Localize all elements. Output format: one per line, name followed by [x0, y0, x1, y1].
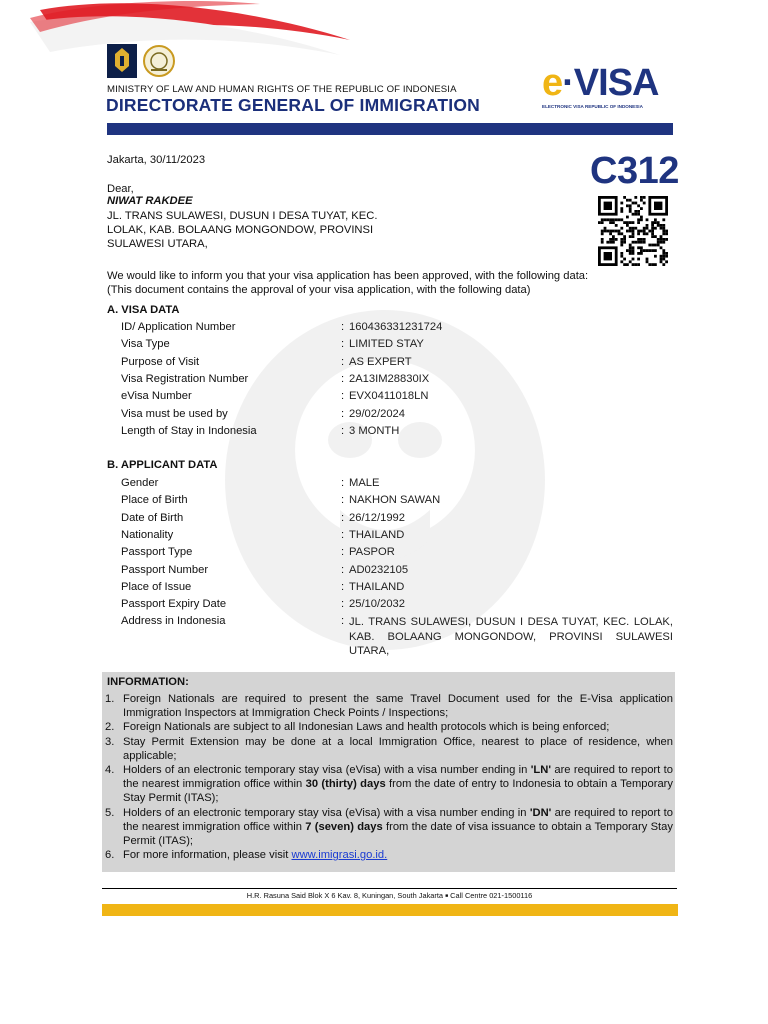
- item-number: 2.: [105, 721, 115, 734]
- field-value: AS EXPERT: [349, 355, 412, 368]
- footer-bar: [102, 904, 678, 916]
- field-colon: :: [341, 511, 345, 524]
- field-label: Place of Birth: [121, 494, 188, 507]
- field-value: THAILAND: [349, 580, 405, 593]
- field-label: Gender: [121, 477, 159, 489]
- evisa-logo-e: e: [542, 62, 563, 104]
- data-row: [121, 338, 676, 355]
- field-value: AD0232105: [349, 563, 409, 576]
- field-label: Passport Expiry Date: [121, 598, 227, 611]
- information-item: [105, 735, 673, 763]
- field-value: EVX0411018LN: [349, 390, 429, 403]
- field-colon: :: [341, 494, 345, 507]
- field-label: Visa Type: [121, 338, 170, 351]
- data-row: [121, 477, 676, 494]
- field-label: Address in Indonesia: [121, 615, 226, 628]
- recipient-name: NIWAT RAKDEE: [107, 195, 193, 207]
- information-item: [105, 806, 673, 849]
- field-value: 25/10/2032: [349, 598, 405, 611]
- footer-contact: [102, 891, 677, 900]
- field-value: 26/12/1992: [349, 511, 405, 524]
- intro-text: [107, 269, 588, 297]
- footer-separator: ■: [445, 893, 449, 900]
- field-value: 2A13IM28830IX: [349, 372, 430, 385]
- item-text: from the date of entry to Indonesia to obtain a Temporary Stay Permit (ITAS);: [123, 778, 673, 805]
- header-bar: [107, 123, 673, 135]
- field-colon: :: [341, 477, 345, 489]
- field-label: Date of Birth: [121, 511, 184, 524]
- ministry-name: MINISTRY OF LAW AND HUMAN RIGHTS OF THE REPUBLIC OF INDONESIA: [107, 84, 457, 95]
- data-row: [121, 546, 676, 563]
- item-number: 5.: [105, 806, 115, 819]
- field-label: Length of Stay in Indonesia: [121, 424, 257, 437]
- field-colon: :: [341, 390, 345, 403]
- field-value: MALE: [349, 477, 380, 489]
- visa-code-dn: 'DN': [529, 806, 552, 819]
- data-row: [121, 408, 676, 425]
- field-colon: :: [341, 615, 345, 628]
- directorate-title: DIRECTORATE GENERAL OF IMMIGRATION: [106, 95, 480, 115]
- visa-data-title: A. VISA DATA: [107, 304, 180, 316]
- item-number: 3.: [105, 735, 115, 748]
- information-item: [105, 763, 673, 806]
- field-colon: :: [341, 563, 345, 576]
- item-text: from the date of visa issuance to obtain a Temporary Stay Permit (ITAS);: [123, 820, 673, 848]
- field-value: THAILAND: [349, 528, 405, 541]
- ministry-logo: [107, 44, 137, 78]
- item-number: 1.: [105, 693, 115, 705]
- field-label: Passport Number: [121, 563, 209, 576]
- recipient-address-line: LOLAK, KAB. BOLAANG MONGONDOW, PROVINSI: [107, 224, 374, 236]
- data-row: [121, 321, 676, 338]
- field-label: Visa Registration Number: [121, 372, 249, 385]
- item-text: are required to report to the nearest immigration office within: [123, 806, 673, 833]
- data-row: [121, 581, 676, 598]
- field-label: Purpose of Visit: [121, 355, 200, 368]
- item-text: are required to report to the nearest immigration office within: [123, 764, 673, 791]
- information-item: [105, 692, 673, 720]
- item-text: Foreign Nationals are subject to all Indonesian Laws and health protocols which is being enforced;: [123, 721, 610, 734]
- evisa-logo: [538, 62, 678, 114]
- field-colon: :: [341, 407, 345, 420]
- recipient-address-line: JL. TRANS SULAWESI, DUSUN I DESA TUYAT, KEC.: [107, 210, 378, 222]
- item-text: Foreign Nationals are required to present the same Travel Document used for the E-Visa application Immigration Inspectors at Immigration Check Points / Inspections;: [123, 693, 673, 720]
- letter-date: Jakarta, 30/11/2023: [107, 154, 206, 166]
- qr-code-icon: [598, 196, 668, 266]
- field-label: Passport Type: [121, 546, 193, 559]
- item-number: 4.: [105, 764, 115, 777]
- field-colon: :: [341, 580, 345, 593]
- field-label: Visa must be used by: [121, 407, 228, 420]
- item-number: 6.: [105, 849, 115, 862]
- data-row: [121, 425, 676, 442]
- item-text: Holders of an electronic temporary stay visa (eVisa) with a visa number ending in: [123, 806, 530, 819]
- field-colon: :: [341, 546, 345, 559]
- footer-divider: [102, 888, 677, 889]
- data-row: [121, 598, 676, 615]
- data-row: [121, 373, 676, 390]
- field-value: JL. TRANS SULAWESI, DUSUN I DESA TUYAT, KEC. LOLAK, KAB. BOLAANG MONGONDOW, PROVINSI SULAWESI UTARA,: [349, 616, 673, 658]
- letter-code: C312: [590, 150, 679, 192]
- field-value: 29/02/2024: [349, 407, 405, 420]
- recipient-address-line: SULAWESI UTARA,: [107, 238, 208, 250]
- salutation: Dear,: [107, 183, 134, 195]
- information-list: [105, 692, 673, 862]
- data-row: [121, 512, 676, 529]
- information-item: [105, 848, 673, 862]
- field-label: ID/ Application Number: [121, 321, 236, 333]
- data-row: [121, 564, 676, 581]
- item-text: Stay Permit Extension may be done at a local Immigration Office, nearest to place of residence, when applicable;: [123, 735, 673, 762]
- applicant-data-title: B. APPLICANT DATA: [107, 459, 218, 471]
- data-row: [121, 356, 676, 373]
- field-colon: :: [341, 355, 345, 368]
- field-value: LIMITED STAY: [349, 338, 424, 351]
- item-text: For more information, please visit: [123, 849, 292, 862]
- data-row: [121, 390, 676, 407]
- field-label: Nationality: [121, 528, 174, 541]
- field-colon: :: [341, 321, 345, 333]
- intro-line: We would like to inform you that your visa application has been approved, with the following data:: [107, 270, 589, 282]
- field-label: eVisa Number: [121, 390, 192, 403]
- recipient-address: [107, 209, 377, 251]
- item-text: Holders of an electronic temporary stay visa (eVisa) with a visa number ending in: [123, 764, 531, 777]
- field-value: NAKHON SAWAN: [349, 494, 441, 507]
- data-row: [121, 615, 676, 658]
- intro-line-translation: (This document contains the approval of your visa application, with the following data): [107, 284, 531, 296]
- flag-swoosh-decoration: [0, 0, 360, 70]
- field-colon: :: [341, 338, 345, 351]
- deadline-days: 7 (seven) days: [305, 820, 383, 833]
- immigration-logo: [141, 44, 177, 78]
- footer-call-centre: Call Centre 021-1500116: [450, 891, 533, 900]
- evisa-logo-subtitle: ELECTRONIC VISA REPUBLIC OF INDONESIA: [542, 104, 643, 109]
- field-colon: :: [341, 372, 345, 385]
- field-label: Place of Issue: [121, 580, 192, 593]
- deadline-days: 30 (thirty) days: [305, 778, 386, 791]
- field-colon: :: [341, 528, 345, 541]
- imigrasi-website-link[interactable]: www.imigrasi.go.id.: [291, 849, 388, 862]
- field-colon: :: [341, 424, 345, 437]
- field-value: 160436331231724: [349, 321, 443, 333]
- field-value: PASPOR: [349, 546, 395, 559]
- data-row: [121, 529, 676, 546]
- field-value: 3 MONTH: [349, 424, 400, 437]
- information-title: INFORMATION:: [107, 676, 189, 688]
- data-row: [121, 494, 676, 511]
- visa-code-ln: 'LN': [530, 764, 551, 777]
- information-item: [105, 720, 673, 734]
- evisa-logo-text: ·VISA: [562, 62, 659, 104]
- field-colon: :: [341, 598, 345, 611]
- footer-address: H.R. Rasuna Said Blok X 6 Kav. 8, Kuningan, South Jakarta: [246, 891, 444, 900]
